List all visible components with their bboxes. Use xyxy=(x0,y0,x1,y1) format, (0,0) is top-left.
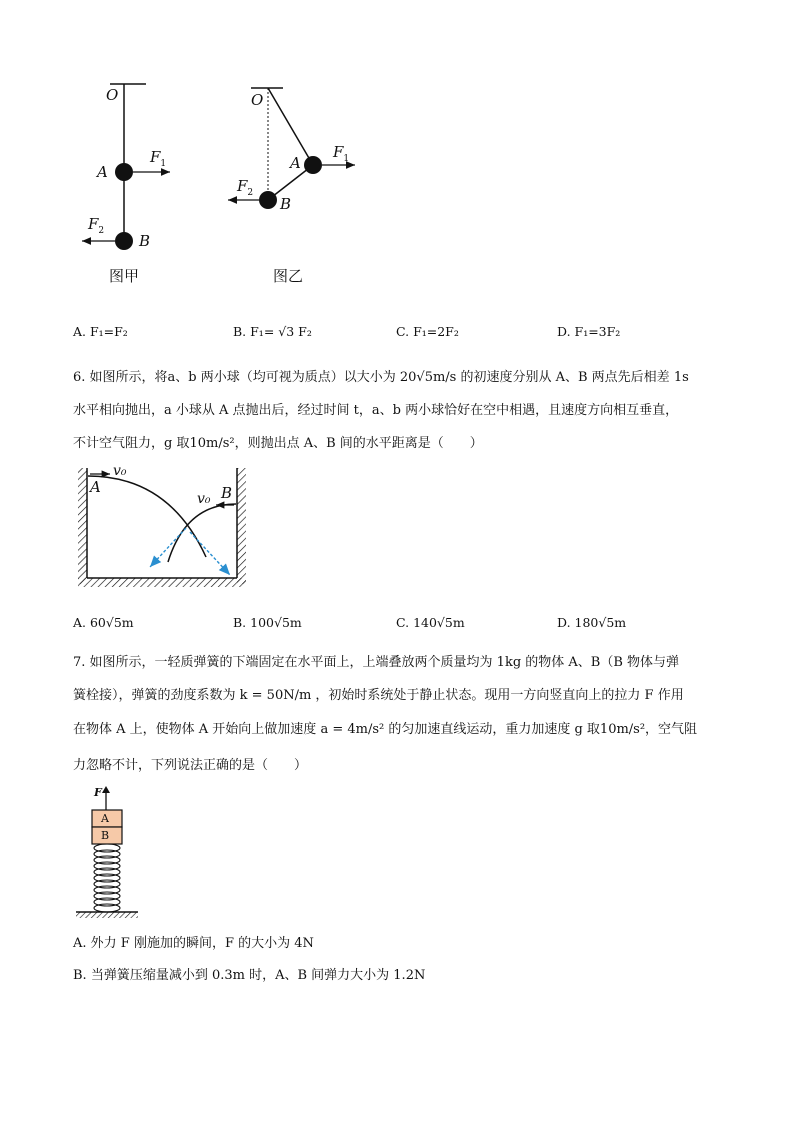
ball-a xyxy=(304,156,322,174)
fig-yi-label-f1: $F_1$ xyxy=(333,143,350,164)
floor xyxy=(78,578,246,587)
fig-yi-caption: 图乙 xyxy=(273,267,304,285)
q6-stem-line1: 6. 如图所示，将a、b 两小球（均可视为质点）以大小为 20√5m/s 的初速度分别从 A、B 两点先后相差 1s xyxy=(73,370,689,385)
q5-option-d[interactable]: D. F₁=3F₂ xyxy=(557,324,621,339)
q6-fig-label-v0-right: v₀ xyxy=(197,491,211,507)
q6-option-d[interactable]: D. 180√5m xyxy=(557,615,627,630)
ball-b xyxy=(115,232,133,250)
fig-yi-label-f2: $F_2$ xyxy=(237,177,254,198)
fig-yi-label-a: A xyxy=(290,154,301,172)
q7-stem-line1: 7. 如图所示，一轻质弹簧的下端固定在水平面上，上端叠放两个质量均为 1kg 的物体 A、B（B 物体与弹 xyxy=(73,655,680,670)
q7-fig-label-f: F xyxy=(94,786,102,799)
q7-fig-label-b: B xyxy=(101,829,110,842)
q6-fig-label-b: B xyxy=(221,484,233,502)
q5-option-c[interactable]: C. F₁=2F₂ xyxy=(396,324,459,339)
q7-stem-line2: 簧栓接），弹簧的劲度系数为 k = 50N/m ，初始时系统处于静止状态。现用一方向竖直向上的拉力 F 作用 xyxy=(73,688,684,703)
q6-option-c[interactable]: C. 140√5m xyxy=(396,615,465,630)
q6-option-b[interactable]: B. 100√5m xyxy=(233,615,302,630)
q5-option-b[interactable]: B. F₁= √3 F₂ xyxy=(233,324,312,339)
fig-yi-label-o: O xyxy=(251,91,264,109)
trajectory-a xyxy=(88,476,206,557)
q7-figure xyxy=(72,784,144,920)
fig-jia-label-b: B xyxy=(139,232,151,250)
fig-jia-label-o: O xyxy=(106,86,119,104)
spring xyxy=(94,844,120,912)
q7-fig-label-a: A xyxy=(101,812,109,825)
fig-jia-caption: 图甲 xyxy=(109,267,140,285)
q7-stem-line3: 在物体 A 上，使物体 A 开始向上做加速度 a = 4m/s² 的匀加速直线运动，重力加速度 g 取10m/s²，空气阻 xyxy=(73,722,698,737)
q7-option-a[interactable]: A. 外力 F 刚施加的瞬间，F 的大小为 4N xyxy=(73,936,314,951)
q6-stem-line3: 不计空气阻力，g 取10m/s²，则抛出点 A、B 间的水平距离是（ ） xyxy=(73,436,483,451)
ball-b xyxy=(259,191,277,209)
ground-hatch xyxy=(76,912,138,918)
fig-jia-label-f1: $F_1$ xyxy=(150,148,167,169)
q7-stem-line4: 力忽略不计，下列说法正确的是（ ） xyxy=(73,758,308,773)
q6-stem-line2: 水平相向抛出，a 小球从 A 点抛出后，经过时间 t，a、b 两小球恰好在空中相遇，且速度方向相互垂直， xyxy=(73,403,679,418)
q5-option-a[interactable]: A. F₁=F₂ xyxy=(73,324,128,339)
fig-jia-label-a: A xyxy=(97,163,108,181)
trajectory-b xyxy=(168,504,236,562)
q6-fig-label-a: A xyxy=(90,478,101,496)
q7-option-b[interactable]: B. 当弹簧压缩量减小到 0.3m 时，A、B 间弹力大小为 1.2N xyxy=(73,968,426,983)
left-wall xyxy=(78,468,87,584)
q6-fig-label-v0-left: v₀ xyxy=(113,463,127,479)
fig-yi-label-b: B xyxy=(280,195,292,213)
q6-option-a[interactable]: A. 60√5m xyxy=(73,615,134,630)
right-wall xyxy=(237,468,246,584)
fig-jia-label-f2: $F_2$ xyxy=(88,215,105,236)
ball-a xyxy=(115,163,133,181)
